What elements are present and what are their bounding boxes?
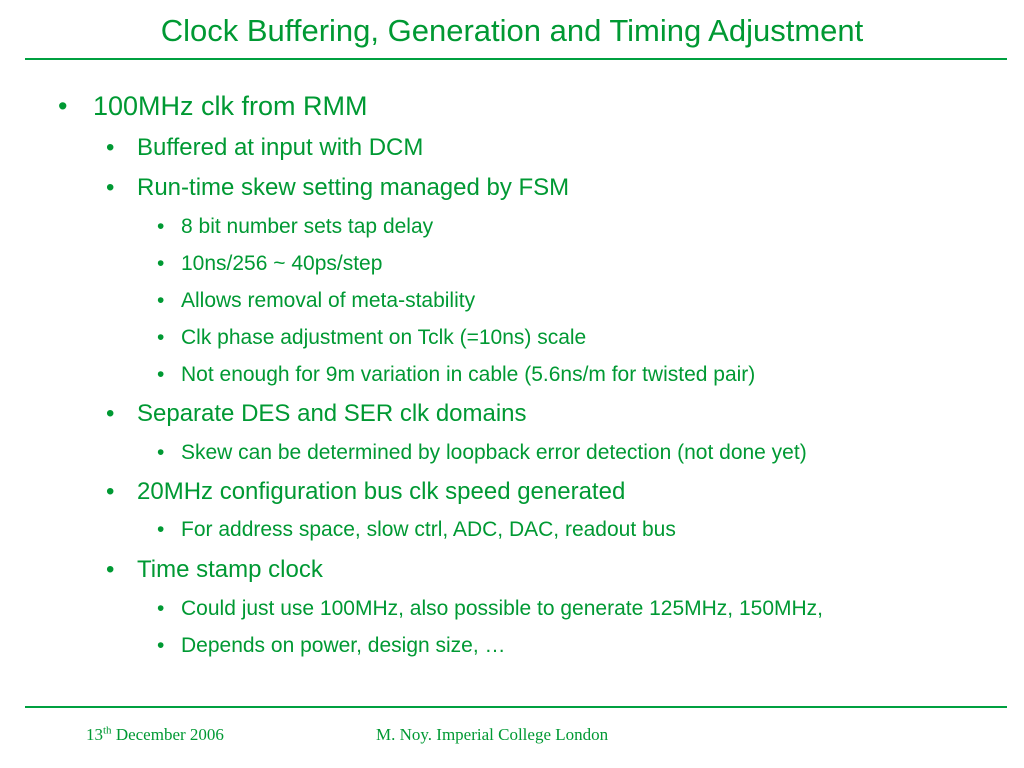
bullet-text: For address space, slow ctrl, ADC, DAC, readout bus xyxy=(181,518,676,541)
bullet-dot-icon: • xyxy=(157,215,165,238)
footer-divider xyxy=(25,706,1007,708)
bullet-text: 100MHz clk from RMM xyxy=(93,91,368,121)
bullet-dot-icon: • xyxy=(106,478,115,505)
bullet-text: 8 bit number sets tap delay xyxy=(181,215,434,238)
bullet-text: Separate DES and SER clk domains xyxy=(137,400,527,427)
footer-date-day: 13 xyxy=(86,725,103,744)
bullet-dot-icon: • xyxy=(157,252,165,275)
bullet-text: Allows removal of meta-stability xyxy=(181,289,476,312)
bullet-dot-icon: • xyxy=(58,91,68,121)
bullet-text: Clk phase adjustment on Tclk (=10ns) scale xyxy=(181,326,587,349)
footer-author: M. Noy. Imperial College London xyxy=(376,725,609,744)
bullet-text: Not enough for 9m variation in cable (5.6ns/m for twisted pair) xyxy=(181,363,756,386)
bullet-text: Depends on power, design size, … xyxy=(181,634,506,657)
bullet-text: 10ns/256 ~ 40ps/step xyxy=(181,252,383,275)
bullet-text: Skew can be determined by loopback error detection (not done yet) xyxy=(181,441,807,464)
footer-date-suffix: th xyxy=(103,724,112,737)
bullet-dot-icon: • xyxy=(157,597,165,620)
bullet-dot-icon: • xyxy=(157,518,165,541)
bullet-dot-icon: • xyxy=(106,556,115,583)
bullet-dot-icon: • xyxy=(157,441,165,464)
bullet-text: Time stamp clock xyxy=(137,556,323,583)
bullet-text: 20MHz configuration bus clk speed generated xyxy=(137,478,626,505)
bullet-dot-icon: • xyxy=(157,363,165,386)
bullet-dot-icon: • xyxy=(157,289,165,312)
bullet-dot-icon: • xyxy=(106,400,115,427)
footer-date-rest: December 2006 xyxy=(111,725,224,744)
bullet-dot-icon: • xyxy=(157,326,165,349)
slide-title: Clock Buffering, Generation and Timing Adjustment xyxy=(160,13,864,48)
bullet-text: Could just use 100MHz, also possible to generate 125MHz, 150MHz, xyxy=(181,597,823,620)
bullet-dot-icon: • xyxy=(106,134,115,161)
bullet-dot-icon: • xyxy=(106,174,115,201)
bullet-text: Buffered at input with DCM xyxy=(137,134,424,161)
footer-date xyxy=(86,724,224,746)
bullet-dot-icon: • xyxy=(157,634,165,657)
bullet-text: Run-time skew setting managed by FSM xyxy=(137,174,570,201)
